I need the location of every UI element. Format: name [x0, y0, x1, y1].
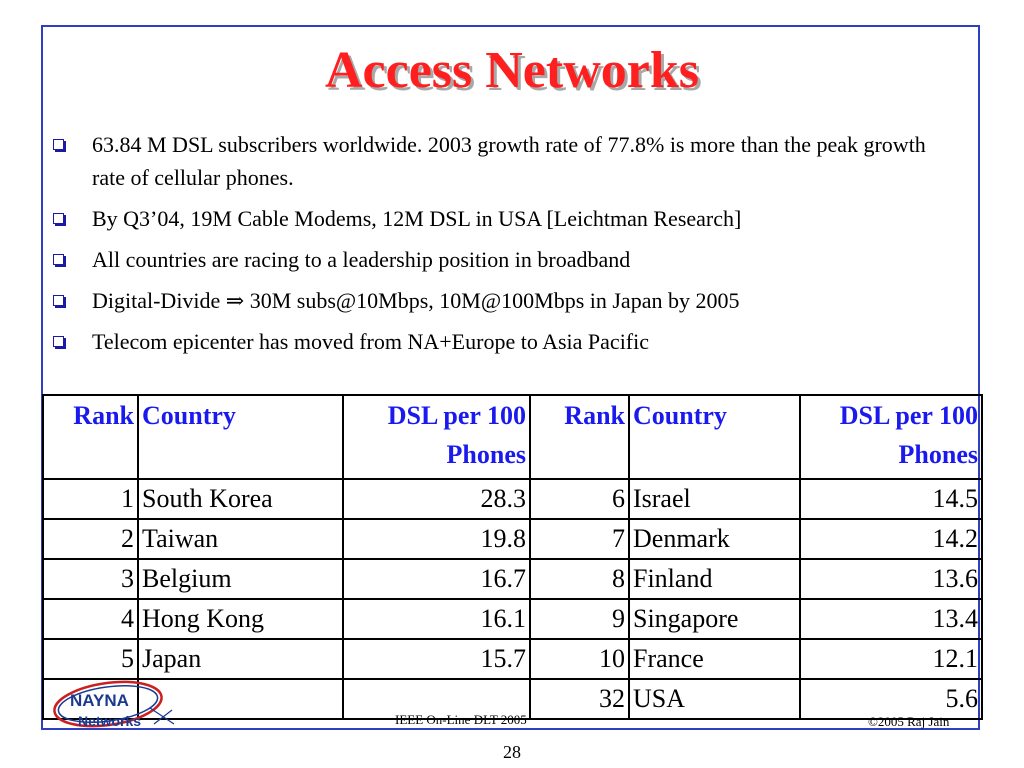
table-header-row [43, 395, 982, 479]
dsl-value-cell: 16.1 [343, 599, 530, 639]
bullet-item [50, 325, 940, 358]
header-rank: Rank [530, 395, 629, 479]
square-bullet-icon [53, 213, 64, 224]
nayna-networks-logo [50, 674, 180, 738]
bullet-item [50, 243, 940, 276]
header-dsl-per-100-phones: DSL per 100 Phones [800, 395, 982, 479]
country-cell: South Korea [138, 479, 343, 519]
country-cell: Singapore [629, 599, 800, 639]
bullet-text: All countries are racing to a leadership position in broadband [92, 247, 631, 272]
bullet-item [50, 202, 940, 235]
dsl-value-cell: 16.7 [343, 559, 530, 599]
footer-copyright: ©2005 Raj Jain [868, 714, 950, 729]
header-country: Country [138, 395, 343, 479]
country-cell: Israel [629, 479, 800, 519]
dsl-value-cell: 13.4 [800, 599, 982, 639]
table-row [43, 559, 982, 599]
logo-line2: Networks [78, 713, 142, 729]
table-row [43, 599, 982, 639]
rank-cell: 2 [43, 519, 138, 559]
dsl-value-cell: 13.6 [800, 559, 982, 599]
country-cell: Denmark [629, 519, 800, 559]
rank-cell: 5 [43, 639, 138, 679]
rank-cell: 9 [530, 599, 629, 639]
bullet-text: Telecom epicenter has moved from NA+Europe to Asia Pacific [92, 329, 650, 354]
rank-cell: 32 [530, 679, 629, 719]
square-bullet-icon [53, 336, 64, 347]
table-row [43, 639, 982, 679]
rank-cell: 10 [530, 639, 629, 679]
country-cell: Hong Kong [138, 599, 343, 639]
country-cell: Japan [138, 639, 343, 679]
rank-cell: 4 [43, 599, 138, 639]
table-row [43, 479, 982, 519]
country-cell: Belgium [138, 559, 343, 599]
header-country: Country [629, 395, 800, 479]
logo-line1: NAYNA [70, 691, 129, 710]
rank-cell: 8 [530, 559, 629, 599]
footer-event: IEEE On-Line DLT 2005 [395, 712, 527, 727]
rank-cell: 3 [43, 559, 138, 599]
country-cell: Finland [629, 559, 800, 599]
dsl-value-cell: 12.1 [800, 639, 982, 679]
dsl-value-cell: 19.8 [343, 519, 530, 559]
square-bullet-icon [53, 139, 64, 150]
dsl-ranking-table [42, 394, 983, 720]
bullet-text: By Q3’04, 19M Cable Modems, 12M DSL in USA [Leichtman Research] [92, 206, 742, 231]
dsl-value-cell: 28.3 [343, 479, 530, 519]
bullet-item [50, 128, 940, 194]
dsl-value-cell: 14.2 [800, 519, 982, 559]
header-dsl-per-100-phones: DSL per 100 Phones [343, 395, 530, 479]
rank-cell: 7 [530, 519, 629, 559]
square-bullet-icon [53, 295, 64, 306]
country-cell: France [629, 639, 800, 679]
country-cell: Taiwan [138, 519, 343, 559]
bullet-list [50, 128, 940, 366]
dsl-value-cell: 14.5 [800, 479, 982, 519]
slide-title: Access Networks [324, 42, 699, 99]
bullet-item [50, 284, 940, 317]
dsl-value-cell: 5.6 [800, 679, 982, 719]
square-bullet-icon [53, 254, 64, 265]
header-rank: Rank [43, 395, 138, 479]
rank-cell: 1 [43, 479, 138, 519]
rank-cell: 6 [530, 479, 629, 519]
dsl-value-cell: 15.7 [343, 639, 530, 679]
table-row [43, 519, 982, 559]
country-cell: USA [629, 679, 800, 719]
page-number: 28 [503, 742, 521, 762]
bullet-text: Digital-Divide ⇒ 30M subs@10Mbps, 10M@100Mbps in Japan by 2005 [92, 288, 740, 313]
bullet-text: 63.84 M DSL subscribers worldwide. 2003 growth rate of 77.8% is more than the peak growth rate of cellular phones. [92, 132, 926, 190]
